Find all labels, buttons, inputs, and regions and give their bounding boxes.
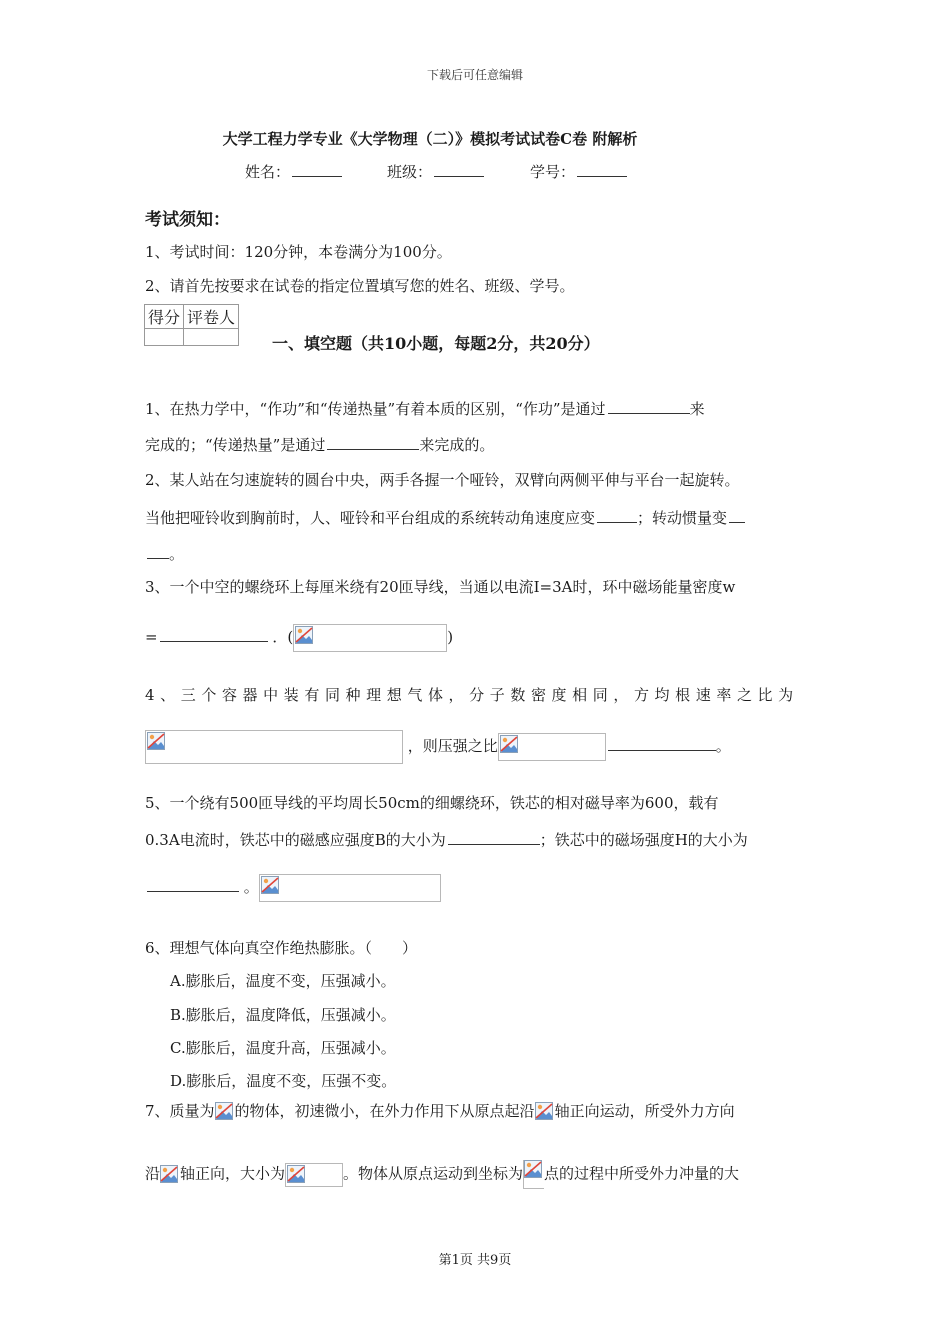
formula-image xyxy=(285,1163,343,1187)
broken-image-icon xyxy=(535,1102,553,1120)
student-id-field xyxy=(530,161,627,182)
question-6-option-d: D.膨胀后，温度不变，压强不变。 xyxy=(170,1072,397,1090)
broken-image-icon xyxy=(147,732,165,750)
answer-blank xyxy=(597,521,637,523)
question-3-line-2: = ．( ) xyxy=(145,624,453,652)
class-label: 班级： xyxy=(387,163,433,181)
grader-header: 评卷人 xyxy=(184,305,239,329)
notice-item-2: 2、请首先按要求在试卷的指定位置填写您的姓名、班级、学号。 xyxy=(145,277,575,295)
formula-image xyxy=(293,624,447,652)
name-field xyxy=(245,161,342,182)
question-2-line-2: 当他把哑铃收到胸前时，人、哑铃和平台组成的系统转动角速度应变 ；转动惯量变 xyxy=(145,507,745,528)
formula-image xyxy=(498,733,606,761)
question-5-line-3: 。 xyxy=(145,874,441,902)
formula-image xyxy=(535,1102,555,1122)
notice-item-1: 1、考试时间：120分钟，本卷满分为100分。 xyxy=(145,243,452,261)
answer-blank xyxy=(729,521,745,523)
name-label: 姓名： xyxy=(245,163,291,181)
question-7-line-2: 沿 轴正向，大小为 。物体从原点运动到坐标为 点的过程中所受外力冲量的大 xyxy=(145,1160,739,1189)
broken-image-icon xyxy=(287,1165,305,1183)
class-blank xyxy=(434,175,484,177)
question-6-option-c: C.膨胀后，温度升高，压强减小。 xyxy=(170,1039,396,1057)
question-6: 6、理想气体向真空作绝热膨胀。（ ） xyxy=(145,939,418,957)
score-header: 得分 xyxy=(145,305,184,329)
broken-image-icon xyxy=(500,735,518,753)
score-table xyxy=(144,304,239,346)
broken-image-icon xyxy=(261,876,279,894)
question-2-line-3: 。 xyxy=(145,543,184,564)
student-id-blank xyxy=(577,175,627,177)
name-blank xyxy=(292,175,342,177)
answer-blank xyxy=(160,640,268,642)
question-5-line-2: 0.3A电流时，铁芯中的磁感应强度B的大小为 ；铁芯中的磁场强度H的大小为 xyxy=(145,831,748,849)
formula-image xyxy=(160,1165,180,1185)
section-title: 一、填空题（共10小题，每题2分，共20分） xyxy=(272,334,600,353)
student-id-label: 学号： xyxy=(530,163,576,181)
grader-cell xyxy=(184,329,239,346)
header-note: 下载后可任意编辑 xyxy=(426,68,523,82)
document-title: 大学工程力学专业《大学物理（二）》模拟考试试卷C卷 附解析 xyxy=(222,130,638,148)
question-2-line-1: 2、某人站在匀速旋转的圆台中央，两手各握一个哑铃，双臂向两侧平伸与平台一起旋转。 xyxy=(145,471,740,489)
broken-image-icon xyxy=(215,1102,233,1120)
question-1-line-2: 完成的；“传递热量”是通过 来完成的。 xyxy=(145,436,495,454)
answer-blank xyxy=(327,448,419,450)
broken-image-icon xyxy=(524,1160,542,1178)
question-3-line-1: 3、一个中空的螺绕环上每厘米绕有20匝导线，当通以电流I=3A时，环中磁场能量密度w xyxy=(145,578,736,596)
formula-image xyxy=(259,874,441,902)
answer-blank xyxy=(608,412,690,414)
formula-image xyxy=(523,1160,544,1189)
score-cell xyxy=(145,329,184,346)
question-7-line-1: 7、质量为 的物体，初速微小，在外力作用下从原点起沿 轴正向运动，所受外力方向 xyxy=(145,1102,735,1120)
answer-blank xyxy=(608,749,716,751)
answer-blank xyxy=(147,557,169,559)
question-4-line-1: 4、三个容器中装有同种理想气体，分子数密度相同，方均根速率之比为 xyxy=(145,686,799,704)
question-6-option-a: A.膨胀后，温度不变，压强减小。 xyxy=(170,972,396,990)
notice-heading: 考试须知： xyxy=(145,210,230,230)
answer-blank xyxy=(448,843,540,845)
answer-blank xyxy=(147,890,239,892)
formula-image xyxy=(215,1102,235,1122)
page-footer: 第1页 共9页 xyxy=(438,1253,512,1268)
broken-image-icon xyxy=(295,626,313,644)
question-5-line-1: 5、一个绕有500匝导线的平均周长50cm的细螺绕环，铁芯的相对磁导率为600，载有 xyxy=(145,794,719,812)
question-1-line-1: 1、在热力学中，“作功”和“传递热量”有着本质的区别，“作功”是通过 来 xyxy=(145,400,705,418)
class-field xyxy=(387,161,484,182)
broken-image-icon xyxy=(160,1165,178,1183)
question-6-option-b: B.膨胀后，温度降低，压强减小。 xyxy=(170,1006,396,1024)
question-4-line-2: ，则压强之比 。 xyxy=(145,730,731,764)
formula-image xyxy=(145,730,403,764)
